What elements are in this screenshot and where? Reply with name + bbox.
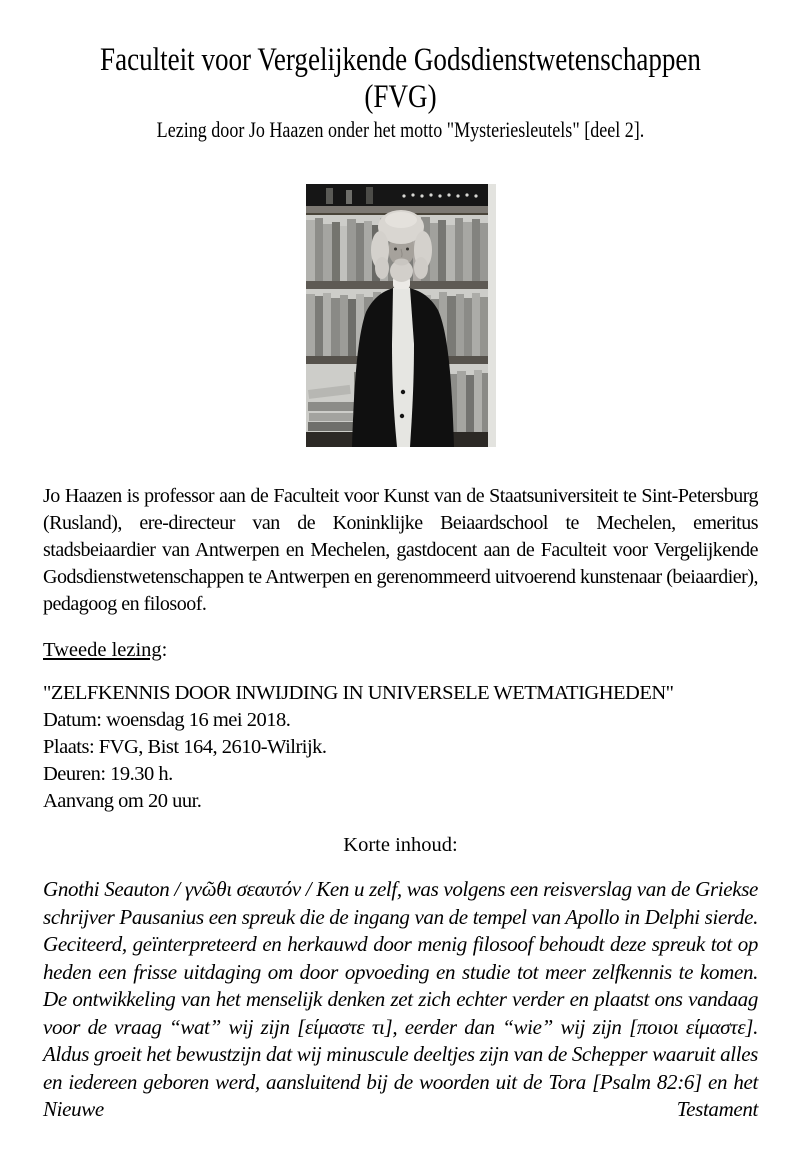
- lecture-label-colon: :: [161, 639, 168, 661]
- mustache: [394, 259, 408, 266]
- eye-left: [394, 248, 397, 251]
- portrait-photo: [306, 184, 496, 447]
- hair-highlight: [385, 212, 417, 228]
- portrait-photo-graphic: [306, 184, 496, 447]
- summary-heading: Korte inhoud:: [343, 834, 458, 856]
- lecture-title: "ZELFKENNIS DOOR INWIJDING IN UNIVERSELE WETMATIGHEDEN": [43, 682, 674, 704]
- lecture-place: Plaats: FVG, Bist 164, 2610-Wilrijk.: [43, 736, 327, 758]
- lecture-date: Datum: woensdag 16 mei 2018.: [43, 709, 291, 731]
- page-title-line1: Faculteit voor Vergelijkende Godsdienstwetenschappen: [100, 42, 701, 78]
- summary-paragraph: Gnothi Seauton / γνῶθι σεαυτόν / Ken u zelf, was volgens een reisverslag van de Griekse schrijver Pausanius een spreuk die de ingang van de tempel van Apollo in Delphi sierde. Geciteerd, geïnterpreteerd en herkauwd door menig filosoof behoudt deze spreuk tot op heden een frisse uitdaging om door opvoeding en studie tot meer zelfkennis te komen. De ontwikkeling van het menselijk denken zet zich echter verder en plaatst ons vandaag voor de vraag “wat” wij zijn [είμαστε τι], eerder dan “wie” wij zijn [ποιοι είμαστε]. Aldus groeit het bewustzijn dat wij minuscule deeltjes zijn van de Schepper waaruit alles en iedereen geboren werd, aansluitend bij de woorden uit de Tora [Psalm 82:6] en het Nieuwe Testament: [43, 877, 758, 1121]
- lecture-label: [43, 637, 758, 664]
- button: [399, 414, 403, 418]
- hair-right-low: [414, 257, 428, 279]
- hair-left-low: [375, 257, 389, 279]
- eye-right: [406, 248, 409, 251]
- button: [400, 390, 404, 394]
- lecture-details: [43, 680, 758, 815]
- page-title: [0, 42, 801, 116]
- lecture-doors: Deuren: 19.30 h.: [43, 763, 173, 785]
- turtleneck: [392, 288, 414, 447]
- lecture-label-text: Tweede lezing: [43, 639, 162, 661]
- page-subtitle: Lezing door Jo Haazen onder het motto "Mysteriesleutels" [deel 2].: [156, 117, 645, 142]
- bio-paragraph: Jo Haazen is professor aan de Faculteit voor Kunst van de Staatsuniversiteit te Sint-Petersburg (Rusland), ere-directeur van de Koninklijke Beiaardschool te Mechelen, emeritus stadsbeiaardier van Antwerpen en Mechelen, gastdocent aan de Faculteit voor Vergelijkende Godsdienstwetenschappen te Antwerpen en gerenommeerd uitvoerend kunstenaar (beiaardier), pedagoog en filosoof.: [43, 485, 758, 615]
- page-title-line2: (FVG): [364, 79, 437, 115]
- lecture-start: Aanvang om 20 uur.: [43, 790, 202, 812]
